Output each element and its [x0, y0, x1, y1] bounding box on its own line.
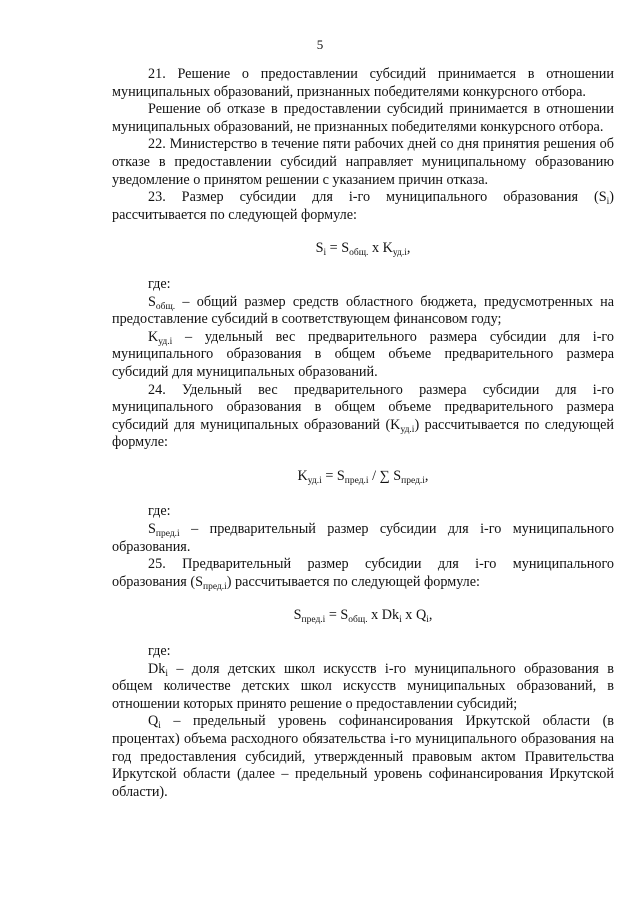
paragraph-21: 21. Решение о предоставлении субсидий принимается в отношении муниципальных образований, признанных победителями конкурсного отбора.	[112, 66, 614, 100]
where-label: где:	[148, 503, 171, 520]
where-label: где:	[148, 275, 171, 292]
paragraph-24: 24. Удельный вес предварительного размера субсидии для i-го муниципального образования в общем объеме предварительного размера субсидий для муниципальных образований $(K_{уд.i})$ рассчитывается по следующей формуле:	[112, 381, 615, 451]
formula-subsidy-size: $S_i = S_{общ.}$ x $K_{уд.i}$,	[315, 240, 411, 259]
text-segment: 23. Размер субсидии для i-го муниципального образования (S	[148, 189, 607, 206]
formula-preliminary-size: $S_{пред.i} = S_{общ.}$ x $Dk_i$ x $Q_i$,	[293, 607, 433, 626]
paragraph-22: 22. Министерство в течение пяти рабочих дней со дня принятия решения об отказе в предоставлении субсидий направляет муниципальному образованию уведомление о принятом решении с указанием причин отказа.	[112, 136, 614, 188]
where-label: где:	[148, 643, 171, 660]
definition-s-obsh: $S_{общ.}$ – общий размер средств областного бюджета, предусмотренных на предоставление субсидий в соответствующем финансовом году;	[112, 293, 614, 328]
text-segment: ) рассчитывается по следующей формуле:	[112, 189, 614, 223]
paragraph-21-refusal: Решение об отказе в предоставлении субсидий принимается в отношении муниципальных образований, не признанных победителями конкурсного отбора.	[112, 101, 614, 135]
document-body	[112, 66, 614, 801]
paragraph-25: 25. Предварительный размер субсидии для i-го муниципального образования $(S_{пред.i})$ рассчитывается по следующей формуле:	[112, 556, 614, 592]
definition-s-pred: $S_{пред.i}$ – предварительный размер субсидии для i-го муниципального образования.	[112, 521, 614, 555]
definition-dk: $Dk_i$ – доля детских школ искусств i-го муниципального образования в общем количестве детских школ искусств муниципальных образований, в отношении которых принято решение о предоставлении субсидий;	[112, 660, 614, 712]
paragraph-23	[112, 189, 614, 224]
formula-specific-weight: $K_{уд.i} = S_{пред.i}$ / ∑ $S_{пред.i}$,	[297, 467, 429, 486]
page-number: 5	[316, 37, 324, 52]
definition-k-ud: $K_{уд.i}$ – удельный вес предварительного размера субсидии для i-го муниципального образования в общем объеме предварительного размера субсидий для муниципальных образований.	[112, 328, 614, 380]
subscript: i	[606, 197, 610, 208]
definition-q: $Q_i$ – предельный уровень софинансирования Иркутской области (в процентах) объема расходного обязательства i-го муниципального образования на год предоставления субсидий, утвержденный правовым актом Правительства Иркутской области (далее – предельный уровень софинансирования Иркутской области).	[112, 713, 614, 800]
